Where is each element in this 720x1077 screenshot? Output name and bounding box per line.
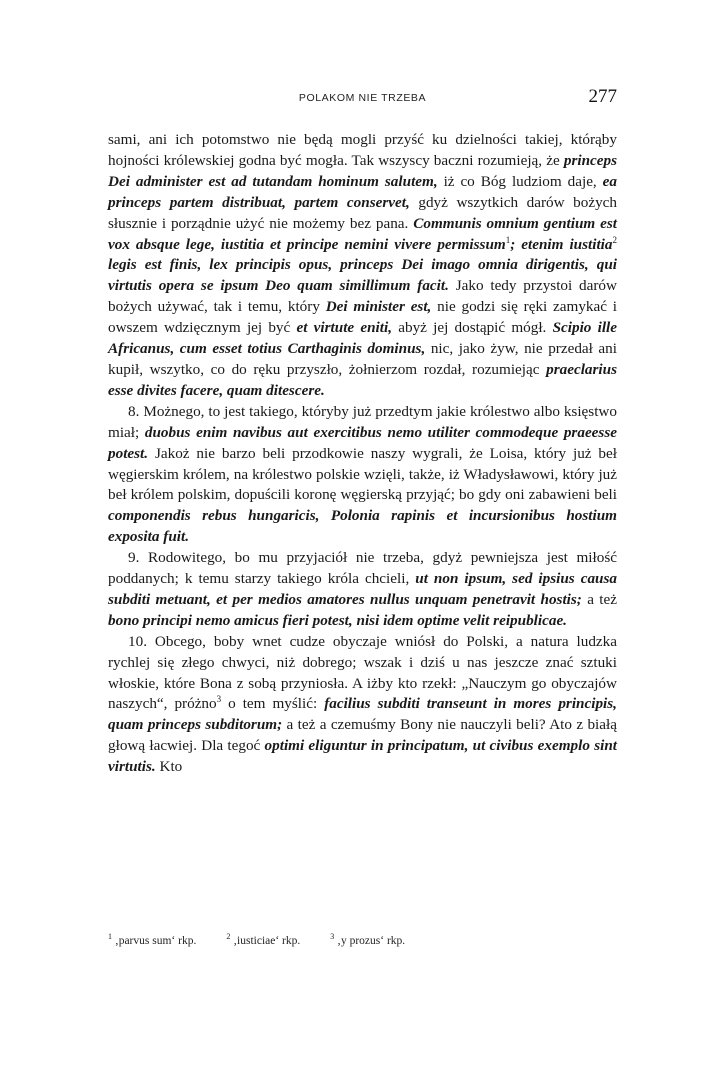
latin-quote: praeclarius esse divites facere, quam ditescere. (108, 360, 617, 399)
text-run: nie godzi się ręki zamykać i owszem wdzięcznym jej być (108, 298, 618, 337)
footnote (330, 932, 406, 947)
latin-quote: Communis omnium gentium est vox absque lege, iustitia et principe nemini vivere permissum (108, 214, 617, 253)
running-head: POLAKOM NIE TRZEBA (298, 92, 427, 104)
text-run: a też (581, 590, 617, 608)
page-number: 277 (588, 86, 617, 107)
latin-quote: ; etenim iustitia (510, 235, 613, 253)
paragraph (108, 130, 617, 402)
text-run: nic, jako żyw, nie przedał ani kupił, wszytko, co do ręku przyszło, żołnierzom rozdał, rozumiejąc (108, 340, 617, 378)
paragraph (108, 402, 617, 548)
text-run: 10. Obcego, boby wnet cudze obyczaje wniósł do Polski, a natura ludzka rychlej się złego chwyci, niż dobrego; wszak i dziś u nas jeszcze znać sztuki włoskie, które Bona z sobą przyniosła. A iżby kto rzekł: „Nauczym go obyczajów naszych“, próżno (108, 632, 617, 713)
text-run: a też a czemuśmy Bony nie nauczyli beli? Ato z białą głową łacwiej. Dla tegoć (108, 716, 617, 755)
text-run: 9. Rodowitego, bo mu przyjaciół nie trzeba, gdyż pewniejsza jest miłość poddanych; k temu starzy takiego króla chcieli, (108, 549, 617, 588)
footnote-text: ‚parvus sum‘ rkp. (112, 935, 197, 947)
paragraph (108, 548, 617, 632)
text-run: sami, ani ich potomstwo nie będą mogli przyść ku dzielności takiej, którąby hojności królewskiej godna być mogła. Tak wszyscy baczni rozumieją, że (108, 131, 617, 169)
latin-quote: Dei minister est, (325, 298, 432, 316)
latin-quote: bono principi nemo amicus fieri potest, nisi idem optime velit reipublicae. (108, 611, 567, 629)
text-run: Jakoż nie barzo beli przodkowie naszy wygrali, że Loisa, który już beł węgierskim królem, na królestwo polskie wzięli, także, iż Władysławowi, który już beł królem polskim, dopuścili koronę węgierską przyjąć; bo gdy oni zabawieni beli (108, 444, 617, 504)
page (108, 86, 617, 778)
page-header (108, 86, 617, 114)
footnote-mark: 3 (330, 932, 335, 942)
latin-quote: et virtute eniti, (296, 319, 393, 337)
latin-quote: ut non ipsum, sed ipsius causa subditi metuant, et per medios amatores nullus unquam penetravit hostis; (108, 570, 618, 608)
latin-quote: componendis rebus hungaricis, Polonia rapinis et incursionibus hostium exposita fuit. (108, 507, 617, 546)
footnote-ref: 3 (216, 694, 222, 705)
latin-quote: Scipio ille Africanus, cum esset totius Carthaginis dominus, (108, 319, 618, 358)
footnote-ref: 1 (505, 234, 511, 245)
paragraph (108, 632, 617, 778)
body-text (108, 130, 617, 778)
latin-quote: optimi eliguntur in principatum, ut civibus exemplo sint virtutis. (108, 737, 617, 776)
footnotes (108, 932, 617, 947)
latin-quote: facilius subditi transeunt in mores principis, quam princeps subditorum; (108, 695, 617, 734)
latin-quote: duobus enim navibus aut exercitibus nemo utiliter commodeque praeesse potest. (108, 423, 617, 462)
footnote (226, 932, 301, 947)
text-run: Kto (155, 758, 183, 776)
text-run: 8. Możnego, to jest takiego, któryby już przedtym jakie królestwo albo księstwo miał; (108, 402, 617, 441)
footnote-mark: 2 (226, 932, 231, 942)
footnote-mark: 1 (108, 932, 112, 942)
footnote-text: ‚iusticiae‘ rkp. (230, 935, 301, 947)
footnote-text: ‚y prozus‘ rkp. (334, 935, 406, 947)
text-run: Jako tedy przystoi darów bożych używać, tak i temu, który (108, 277, 617, 316)
text-run: abyż jej dostąpić mógł. (392, 319, 553, 337)
text-run: iż co Bóg ludziom daje, (437, 172, 603, 190)
latin-quote: princeps Dei administer est ad tutandam hominum salutem, (108, 151, 617, 190)
text-run: gdyż wszytkich darów bożych słusznie i porządnie użyć nie możemy bez pana. (108, 193, 617, 232)
footnote-ref: 2 (612, 234, 617, 245)
latin-quote: legis est finis, lex principis opus, princeps Dei imago omnia dirigentis, qui virtutis opera se ipsum Deo quam simillimum facit. (108, 256, 617, 295)
latin-quote: ea princeps partem distribuat, partem conservet, (108, 172, 617, 211)
footnote (108, 932, 197, 947)
text-run: o tem myślić: (221, 695, 325, 713)
